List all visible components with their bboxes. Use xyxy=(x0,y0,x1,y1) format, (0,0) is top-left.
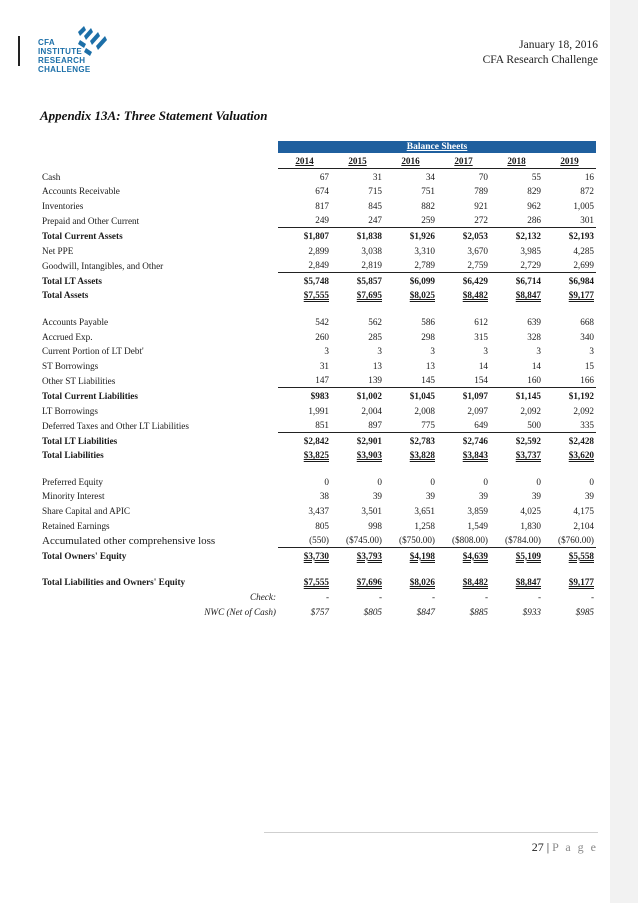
table-row xyxy=(40,533,596,548)
row-value: 15 xyxy=(584,360,594,371)
row-label: Minority Interest xyxy=(42,491,105,502)
row-value: 335 xyxy=(580,420,594,431)
row-value: 259 xyxy=(421,215,435,226)
row-value: $2,783 xyxy=(384,433,437,448)
table-row xyxy=(40,373,596,388)
row-value: 649 xyxy=(474,420,488,431)
row-value: 4,025 xyxy=(520,506,541,517)
row-value: 13 xyxy=(425,360,435,371)
table-row xyxy=(40,243,596,258)
row-value: (550) xyxy=(309,535,329,546)
row-value: $9,177 xyxy=(568,290,594,301)
logo-line-1: CFA xyxy=(38,38,55,47)
page-separator: | xyxy=(546,840,550,854)
row-value: 14 xyxy=(531,360,541,371)
table-row xyxy=(40,548,596,563)
row-value: $1,145 xyxy=(490,388,543,403)
row-value: $3,730 xyxy=(278,548,331,563)
appendix-title: Appendix 13A: Three Statement Valuation xyxy=(40,108,268,123)
row-value: $5,748 xyxy=(278,273,331,288)
right-margin-strip xyxy=(610,0,638,903)
header-info xyxy=(483,38,598,68)
row-label: Cash xyxy=(42,171,61,182)
row-value: ($784.00) xyxy=(505,535,541,546)
year-header: 2014 xyxy=(278,153,331,169)
row-value: 145 xyxy=(421,375,435,386)
row-value: $6,714 xyxy=(490,273,543,288)
row-value: $2,132 xyxy=(490,228,543,243)
row-value: 562 xyxy=(368,316,382,327)
row-value: 272 xyxy=(474,215,488,226)
row-value: 1,991 xyxy=(308,405,329,416)
balance-sheet-table xyxy=(40,153,596,619)
table-row xyxy=(40,344,596,359)
row-value: 2,699 xyxy=(573,260,594,271)
page-number xyxy=(532,840,598,855)
row-value: 55 xyxy=(531,171,541,182)
row-value: ($750.00) xyxy=(399,535,435,546)
row-value: $5,558 xyxy=(543,548,596,563)
row-label: Prepaid and Other Current xyxy=(42,215,140,226)
row-label: Total Owners' Equity xyxy=(42,550,127,561)
year-header-blank xyxy=(40,153,278,169)
row-value: 3,670 xyxy=(467,245,488,256)
row-value: $3,843 xyxy=(462,450,488,461)
row-value: - xyxy=(378,592,382,603)
row-value: $2,842 xyxy=(278,433,331,448)
row-value: 139 xyxy=(368,375,382,386)
row-value: $8,847 xyxy=(515,290,541,301)
row-value: $9,177 xyxy=(568,577,594,588)
row-label: Goodwill, Intangibles, and Other xyxy=(42,260,164,271)
row-value: 4,285 xyxy=(573,245,594,256)
row-value: 805 xyxy=(315,520,329,531)
row-value: 39 xyxy=(478,491,488,502)
row-value: $7,555 xyxy=(303,577,329,588)
table-row xyxy=(40,589,596,604)
row-value: 2,759 xyxy=(467,260,488,271)
row-value: 2,097 xyxy=(467,405,488,416)
row-label: Total Assets xyxy=(42,290,89,301)
table-row xyxy=(40,474,596,489)
row-value: 829 xyxy=(527,186,541,197)
table-row xyxy=(40,213,596,228)
row-value: 13 xyxy=(372,360,382,371)
row-value: 2,092 xyxy=(520,405,541,416)
row-value: 0 xyxy=(536,476,541,487)
row-value: 0 xyxy=(483,476,488,487)
table-row xyxy=(40,184,596,199)
row-value: 2,092 xyxy=(573,405,594,416)
row-value: 668 xyxy=(580,316,594,327)
row-value: 3 xyxy=(430,346,435,357)
row-value: 2,008 xyxy=(414,405,435,416)
row-value: $4,639 xyxy=(437,548,490,563)
row-value: $3,825 xyxy=(303,450,329,461)
table-row xyxy=(40,358,596,373)
row-value: 2,849 xyxy=(308,260,329,271)
row-value: $7,555 xyxy=(303,290,329,301)
logo-mark-icon xyxy=(74,24,110,58)
row-value: $2,901 xyxy=(331,433,384,448)
row-value: 1,549 xyxy=(467,520,488,531)
row-value: 39 xyxy=(531,491,541,502)
page-word: P a g e xyxy=(552,840,598,854)
table-row xyxy=(40,314,596,329)
row-label: LT Borrowings xyxy=(42,405,98,416)
row-value: $4,198 xyxy=(384,548,437,563)
row-value: 38 xyxy=(319,491,329,502)
row-value: 34 xyxy=(425,171,435,182)
year-header: 2017 xyxy=(437,153,490,169)
row-value: 921 xyxy=(474,200,488,211)
row-value: 0 xyxy=(324,476,329,487)
row-value: $2,193 xyxy=(543,228,596,243)
row-value: $1,926 xyxy=(384,228,437,243)
row-value: $3,793 xyxy=(331,548,384,563)
row-value: $1,807 xyxy=(278,228,331,243)
spacer-row xyxy=(40,462,596,474)
row-label: Accumulated other comprehensive loss xyxy=(42,534,216,547)
row-value: 3,310 xyxy=(414,245,435,256)
table-row xyxy=(40,258,596,273)
row-value: ($745.00) xyxy=(346,535,382,546)
row-value: $7,696 xyxy=(356,577,382,588)
row-value: 2,729 xyxy=(520,260,541,271)
table-row xyxy=(40,403,596,418)
row-value: 962 xyxy=(527,200,541,211)
table-row xyxy=(40,604,596,619)
row-value: 286 xyxy=(527,215,541,226)
row-value: 3 xyxy=(324,346,329,357)
row-value: 872 xyxy=(580,186,594,197)
row-value: 882 xyxy=(421,200,435,211)
row-value: 2,789 xyxy=(414,260,435,271)
row-value: $5,109 xyxy=(490,548,543,563)
table-row xyxy=(40,169,596,184)
row-value: 3,859 xyxy=(467,506,488,517)
row-value: 3,038 xyxy=(361,245,382,256)
row-value: 2,004 xyxy=(361,405,382,416)
row-value: 39 xyxy=(425,491,435,502)
row-value: 285 xyxy=(368,331,382,342)
spacer-row xyxy=(40,563,596,575)
row-value: 16 xyxy=(584,171,594,182)
row-value: $2,592 xyxy=(490,433,543,448)
table-row xyxy=(40,575,596,590)
table-row xyxy=(40,489,596,504)
row-value: 4,175 xyxy=(573,506,594,517)
header-rule xyxy=(18,36,20,66)
row-value: 0 xyxy=(589,476,594,487)
row-value: ($808.00) xyxy=(452,535,488,546)
row-value: $6,429 xyxy=(437,273,490,288)
logo-line-4: CHALLENGE xyxy=(38,65,91,74)
row-value: 3 xyxy=(589,346,594,357)
row-value: 39 xyxy=(372,491,382,502)
row-value: 851 xyxy=(315,420,329,431)
row-value: $1,002 xyxy=(331,388,384,403)
row-value: 2,819 xyxy=(361,260,382,271)
year-header: 2016 xyxy=(384,153,437,169)
row-value: $3,903 xyxy=(356,450,382,461)
year-header: 2019 xyxy=(543,153,596,169)
row-label: Net PPE xyxy=(42,245,74,256)
row-value: $933 xyxy=(522,606,541,617)
row-value: 500 xyxy=(527,420,541,431)
row-value: 715 xyxy=(368,186,382,197)
row-label: Total Liabilities and Owners' Equity xyxy=(42,577,186,588)
header-subtitle: CFA Research Challenge xyxy=(482,54,598,66)
row-value: 154 xyxy=(474,375,488,386)
row-label: Accounts Payable xyxy=(42,316,109,327)
row-value: 14 xyxy=(478,360,488,371)
table-row xyxy=(40,228,596,243)
row-value: 3,437 xyxy=(308,506,329,517)
row-value: 3,501 xyxy=(361,506,382,517)
logo-line-2: INSTITUTE xyxy=(38,47,83,56)
row-value: $6,099 xyxy=(384,273,437,288)
row-value: $3,828 xyxy=(409,450,435,461)
row-value: - xyxy=(431,592,435,603)
row-value: 249 xyxy=(315,215,329,226)
banner-text: Balance Sheets xyxy=(406,142,468,152)
header-date: January 18, 2016 xyxy=(519,39,598,51)
balance-sheet xyxy=(40,141,596,619)
row-value: 897 xyxy=(368,420,382,431)
row-value: 328 xyxy=(527,331,541,342)
row-value: 31 xyxy=(372,171,382,182)
row-value: 67 xyxy=(319,171,329,182)
row-value: $1,045 xyxy=(384,388,437,403)
row-value: $757 xyxy=(310,606,329,617)
row-value: 340 xyxy=(580,331,594,342)
page-number-value: 27 xyxy=(531,840,544,854)
row-value: 639 xyxy=(527,316,541,327)
row-value: $5,857 xyxy=(331,273,384,288)
row-value: 2,104 xyxy=(573,520,594,531)
row-value: 612 xyxy=(474,316,488,327)
row-value: 751 xyxy=(421,186,435,197)
row-value: 3 xyxy=(377,346,382,357)
row-value: ($760.00) xyxy=(558,535,594,546)
row-value: - xyxy=(590,592,594,603)
table-row xyxy=(40,388,596,403)
row-value: 301 xyxy=(580,215,594,226)
row-value: 998 xyxy=(368,520,382,531)
row-value: $2,053 xyxy=(437,228,490,243)
year-header-row xyxy=(40,153,596,169)
row-value: 0 xyxy=(377,476,382,487)
row-value: 3 xyxy=(536,346,541,357)
row-value: 674 xyxy=(315,186,329,197)
row-value: 260 xyxy=(315,331,329,342)
row-value: $8,847 xyxy=(515,577,541,588)
row-value: $8,025 xyxy=(409,290,435,301)
row-value: 147 xyxy=(315,375,329,386)
row-value: - xyxy=(537,592,541,603)
row-value: 315 xyxy=(474,331,488,342)
row-label: Total LT Assets xyxy=(42,275,102,286)
row-value: $805 xyxy=(363,606,382,617)
row-label: Inventories xyxy=(42,200,84,211)
row-label: Total Liabilities xyxy=(42,450,104,461)
row-value: $2,428 xyxy=(543,433,596,448)
row-value: $983 xyxy=(278,388,331,403)
row-label: Current Portion of LT Debt' xyxy=(42,346,144,357)
row-label: Other ST Liabilities xyxy=(42,375,116,386)
row-value: 3 xyxy=(483,346,488,357)
logo-line-3: RESEARCH xyxy=(38,56,86,65)
row-value: 2,899 xyxy=(308,245,329,256)
row-value: $985 xyxy=(575,606,594,617)
table-row xyxy=(40,518,596,533)
row-value: 586 xyxy=(421,316,435,327)
row-value: 1,258 xyxy=(414,520,435,531)
row-label: Accrued Exp. xyxy=(42,331,93,342)
row-label: Total LT Liabilities xyxy=(42,435,118,446)
row-value: $7,695 xyxy=(356,290,382,301)
row-label: Total Current Assets xyxy=(42,230,123,241)
row-value: - xyxy=(325,592,329,603)
row-value: - xyxy=(484,592,488,603)
year-header: 2015 xyxy=(331,153,384,169)
row-value: 31 xyxy=(319,360,329,371)
row-value: $8,026 xyxy=(409,577,435,588)
table-row xyxy=(40,418,596,433)
row-label: Retained Earnings xyxy=(42,520,110,531)
row-value: 817 xyxy=(315,200,329,211)
row-value: 298 xyxy=(421,331,435,342)
row-value: 3,985 xyxy=(520,245,541,256)
table-row xyxy=(40,273,596,288)
row-label: Total Current Liabilities xyxy=(42,390,138,401)
row-value: 39 xyxy=(584,491,594,502)
row-value: 247 xyxy=(368,215,382,226)
table-row xyxy=(40,288,596,303)
row-value: 1,005 xyxy=(573,200,594,211)
year-header: 2018 xyxy=(490,153,543,169)
row-value: $1,192 xyxy=(543,388,596,403)
row-label: ST Borrowings xyxy=(42,360,99,371)
spacer-row xyxy=(40,302,596,314)
row-value: 789 xyxy=(474,186,488,197)
table-row xyxy=(40,329,596,344)
row-label: Accounts Receivable xyxy=(42,186,120,197)
table-row xyxy=(40,503,596,518)
row-label: Preferred Equity xyxy=(42,476,103,487)
row-value: $1,097 xyxy=(437,388,490,403)
row-value: $8,482 xyxy=(462,290,488,301)
row-value: 70 xyxy=(478,171,488,182)
table-row xyxy=(40,433,596,448)
row-value: $2,746 xyxy=(437,433,490,448)
row-value: $847 xyxy=(416,606,435,617)
footer-rule xyxy=(264,832,598,833)
table-row xyxy=(40,198,596,213)
balance-sheet-banner xyxy=(278,141,596,153)
row-value: $8,482 xyxy=(462,577,488,588)
row-value: $885 xyxy=(469,606,488,617)
row-value: 0 xyxy=(430,476,435,487)
row-value: 166 xyxy=(580,375,594,386)
row-value: $3,620 xyxy=(568,450,594,461)
row-value: 160 xyxy=(527,375,541,386)
row-label: Check: xyxy=(249,592,276,603)
row-value: $6,984 xyxy=(543,273,596,288)
table-row xyxy=(40,448,596,463)
row-label: NWC (Net of Cash) xyxy=(204,606,276,617)
row-value: 775 xyxy=(421,420,435,431)
row-value: $3,737 xyxy=(515,450,541,461)
row-value: 1,830 xyxy=(520,520,541,531)
row-label: Deferred Taxes and Other LT Liabilities xyxy=(42,420,189,431)
row-label: Share Capital and APIC xyxy=(42,506,131,517)
row-value: $1,838 xyxy=(331,228,384,243)
row-value: 3,651 xyxy=(414,506,435,517)
row-value: 542 xyxy=(315,316,329,327)
row-value: 845 xyxy=(368,200,382,211)
